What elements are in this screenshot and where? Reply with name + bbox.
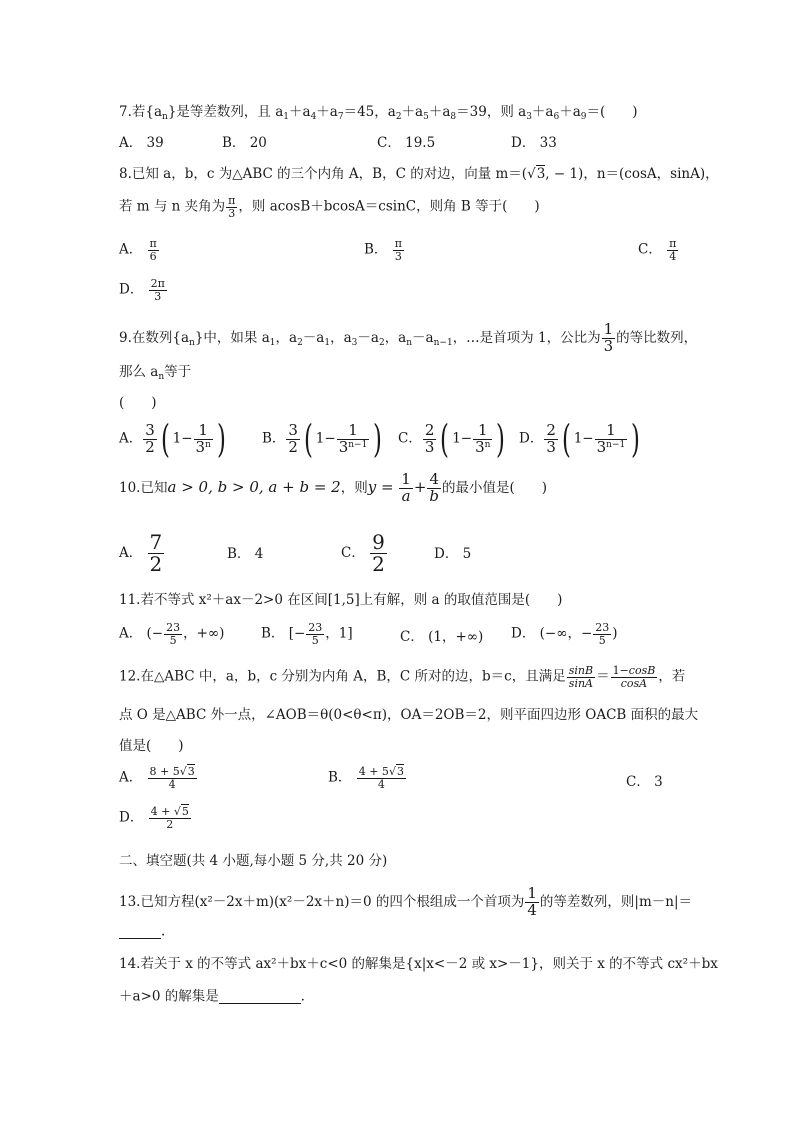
- q14-line-1: 14.若关于 x 的不等式 ax²＋bx＋c<0 的解集是{x|x<－2 或 x>－1}，则关于 x 的不等式 cx²＋bx: [119, 956, 718, 972]
- q10-option-a: A． $\frac{7}{2}$: [119, 530, 163, 576]
- q14-line-2: ＋a>0 的解集是 ．: [119, 988, 315, 1005]
- q8-option-b: B． $\frac{\pi}{3}$: [364, 237, 402, 263]
- q12-option-a: A． $\frac{8 + 5√3}{4}$: [119, 765, 195, 791]
- q8-line-2: 若 m 与 n 夹角为 $\frac{\pi}{3}$ ，则 acosB＋bcosA＝csinC，则角 B 等于( ): [119, 194, 540, 220]
- q10-option-c: C． $\frac{9}{2}$: [341, 530, 385, 576]
- q8-option-c: C． $\frac{\pi}{4}$: [638, 237, 677, 263]
- q11-option-d: D． (−∞，− $\frac{23}{5}$ ): [511, 621, 618, 647]
- q12-option-d: D． $\frac{4 + √5}{2}$: [119, 805, 189, 831]
- q13-answer-blank[interactable]: .: [119, 924, 165, 939]
- q9-line-1: 9.在数列$\{a_n\}$中，如果 $a_1$，$a_2-a_1$，$a_3-a_2$，$a_n-a_{n-1}$，…是首项为 1，公比为 $\frac{1}{3}$ 的等比数列，: [119, 320, 698, 355]
- q11-option-c: C． (1，+∞): [400, 629, 484, 645]
- q9-line-2: 那么 $a_n$等于: [119, 364, 192, 382]
- q8-line-1: 8.已知 a，b，c 为△ABC 的三个内角 A，B，C 的对边，向量 m＝(√3, − 1)，n＝(cosA，sinA)，: [119, 166, 719, 182]
- q9-line-3: ( ): [119, 395, 157, 411]
- q10-option-b: B． 4: [227, 546, 264, 562]
- q8-option-d: D． $\frac{2\pi}{3}$: [119, 277, 165, 303]
- q7-stem: 7.若$\{a_n\}$是等差数列，且 $a_1+a_4+a_7=45$，$a_2+a_5+a_8=39$，则 $a_3+a_6+a_9=$( ): [119, 104, 638, 122]
- q11-option-a: A． (− $\frac{23}{5}$ ，+∞): [119, 621, 225, 647]
- q12-option-b: B． $\frac{4 + 5√3}{4}$: [328, 765, 404, 791]
- q9-option-d: D． $\frac{2}{3}$ ( 1− $\frac{1}{3^{n-1}}$ ): [519, 417, 641, 461]
- q11-stem: 11.若不等式 x²＋ax－2>0 在区间[1,5]上有解，则 a 的取值范围是( ): [119, 592, 563, 608]
- q8-option-a: A． $\frac{\pi}{6}$: [119, 237, 157, 263]
- q12-line-1: 12.在△ABC 中，a，b，c 分别为内角 A，B，C 所对的边，b＝c，且满足 $\frac{\sin B}{\sin A}$ ＝ $\frac{1-\cos B}{\cos A}$ ，若: [119, 664, 686, 690]
- q10-option-d: D． 5: [434, 546, 472, 562]
- q11-option-b: B． [− $\frac{23}{5}$ ，1]: [261, 621, 353, 647]
- q9-option-a: A． $\frac{3}{2}$ ( 1− $\frac{1}{3^n}$ ): [119, 417, 226, 461]
- q9-option-c: C． $\frac{2}{3}$ ( 1− $\frac{1}{3^n}$ ): [398, 417, 506, 461]
- q7-option-c: C． 19.5: [377, 135, 436, 151]
- q9-option-b: B． $\frac{3}{2}$ ( 1− $\frac{1}{3^{n-1}}$ ): [262, 417, 383, 461]
- q7-option-a: A． 39: [119, 135, 164, 151]
- section-heading: 二、填空题(共 4 小题,每小题 5 分,共 20 分): [119, 853, 388, 869]
- q12-option-c: C． 3: [626, 774, 663, 790]
- q12-line-3: 值是( ): [119, 738, 184, 754]
- q7-option-b: B． 20: [222, 135, 267, 151]
- q12-line-2: 点 O 是△ABC 外一点，∠AOB＝θ(0<θ<π)，OA＝2OB＝2，则平面四边形 OACB 面积的最大: [119, 707, 699, 723]
- q7-option-d: D． 33: [511, 135, 557, 151]
- q10-stem: 10.已知a > 0, b > 0, a + b = 2，则y = $\frac{1}{a}$ + $\frac{4}{b}$ 的最小值是( ): [119, 470, 548, 505]
- q13-line-1: 13.已知方程(x²－2x＋m)(x²－2x＋n)＝0 的四个根组成一个首项为 $\frac{1}{4}$ 的等差数列，则|m－n|＝: [119, 884, 693, 919]
- q14-answer-blank[interactable]: [219, 989, 301, 1004]
